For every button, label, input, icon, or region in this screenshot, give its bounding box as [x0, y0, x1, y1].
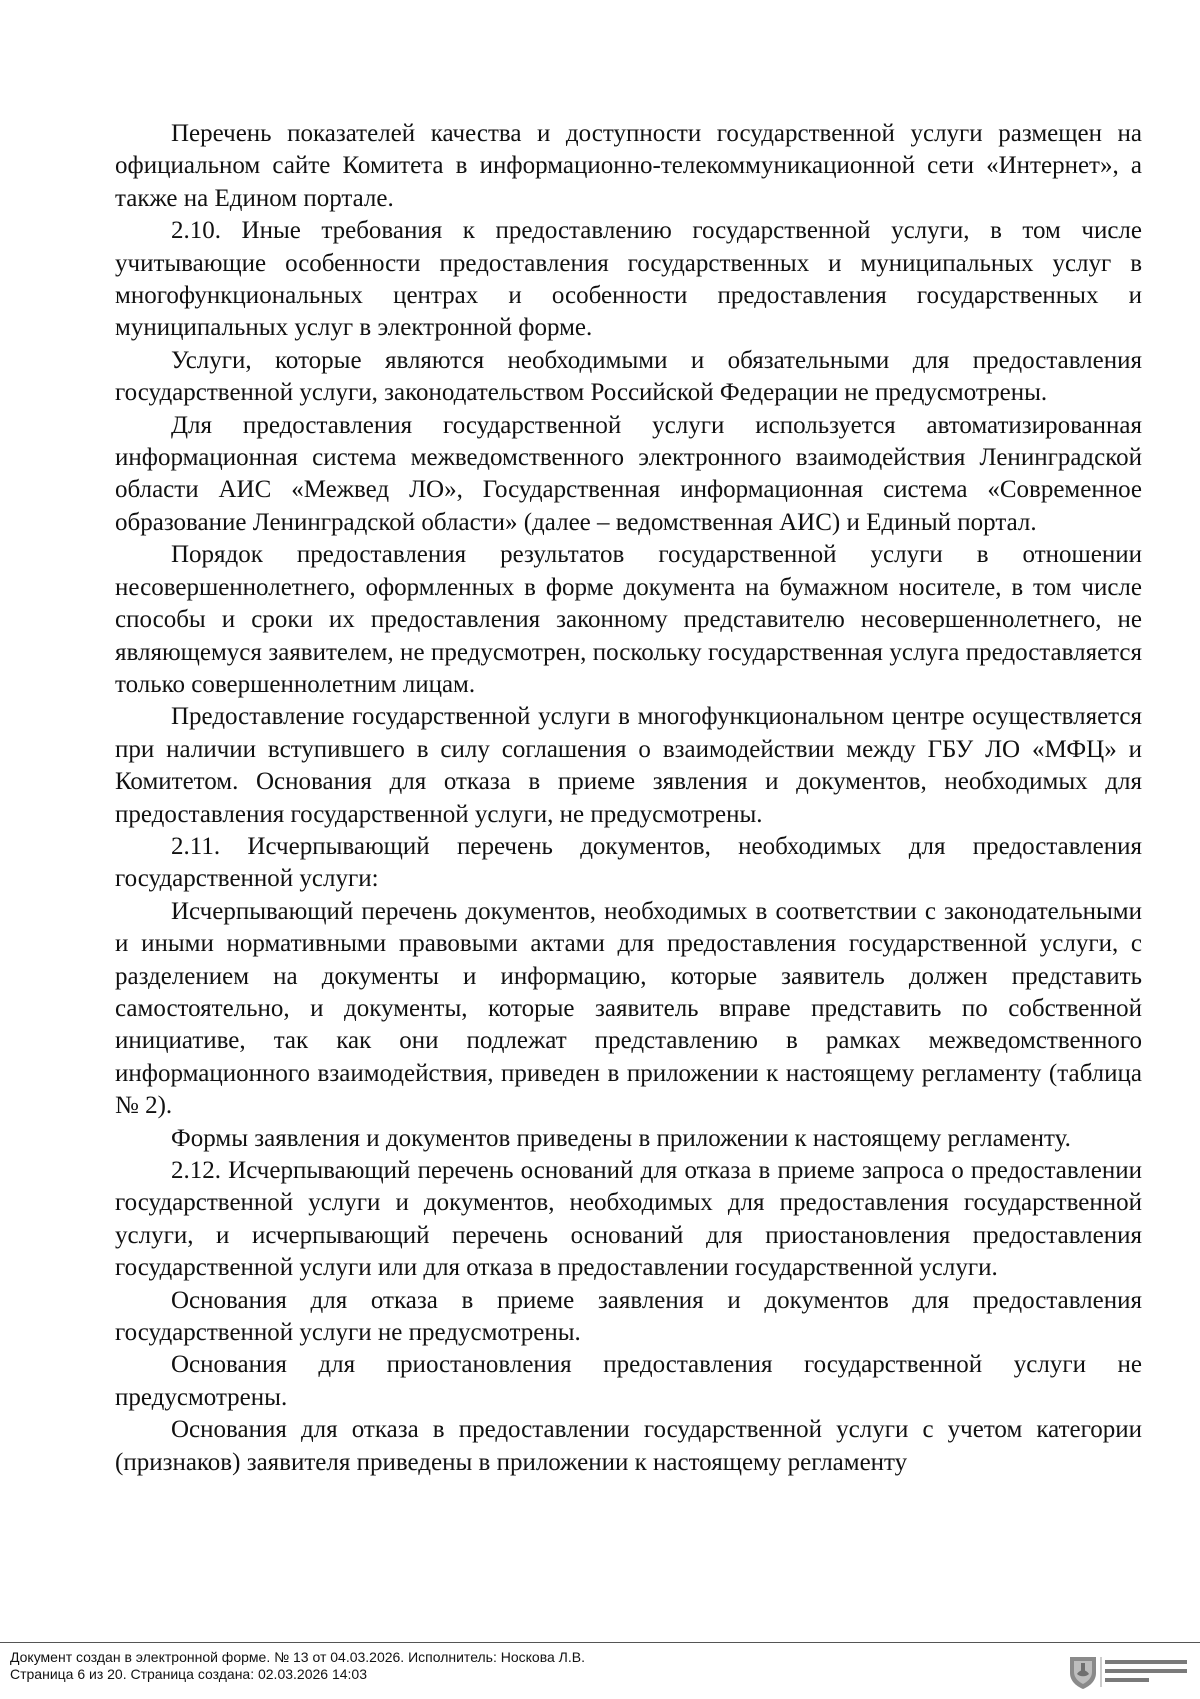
coat-of-arms-icon — [1070, 1657, 1096, 1689]
paragraph: Перечень показателей качества и доступности государственной услуги размещен на официальном сайте Комитета в информационно-телекоммуникационной сети «Интернет», а также на Едином портале. — [115, 120, 1142, 212]
document-body — [115, 118, 1142, 1479]
paragraph: 2.11. Исчерпывающий перечень документов, необходимых для предоставления государственной услуги: — [115, 832, 1142, 893]
government-logo — [1068, 1651, 1192, 1691]
logo-lettering — [1105, 1660, 1187, 1682]
paragraph: Исчерпывающий перечень документов, необходимых в соответствии с законодательными и иными нормативными правовыми актами для предоставления государственной услуги, с разделением на документы и информацию, которые заявитель должен представить самостоятельно, и документы, которые заявитель вправе представить по собственной инициативе, так как они подлежат представлению в рамках межведомственного информационного взаимодействия, приведен в приложении к настоящему регламенту (таблица № 2). — [115, 897, 1142, 1120]
footer-line-page: Страница 6 из 20. Страница создана: 02.03.2026 14:03 — [10, 1666, 367, 1682]
paragraph: Формы заявления и документов приведены в приложении к настоящему регламенту. — [171, 1124, 1071, 1152]
paragraph: Порядок предоставления результатов государственной услуги в отношении несовершеннолетнего, оформленных в форме документа на бумажном носителе, в том числе способы и сроки их предоставления законному представителю несовершеннолетнего, не являющемуся заявителем, не предусмотрен, поскольку государственная услуга предоставляется только совершеннолетним лицам. — [115, 541, 1142, 698]
footer-info — [10, 1649, 585, 1683]
paragraph: Основания для приостановления предоставления государственной услуги не предусмотрены. — [115, 1351, 1142, 1411]
footer-line-document: Документ создан в электронной форме. № 13 от 04.03.2026. Исполнитель: Носкова Л.В. — [10, 1649, 585, 1665]
paragraph: Предоставление государственной услуги в многофункциональном центре осуществляется при наличии вступившего в силу соглашения о взаимодействии между ГБУ ЛО «МФЦ» и Комитетом. Основания для отказа в приеме зявления и документов, необходимых для предоставления государственной услуги, не предусмотрены. — [115, 703, 1142, 828]
paragraph: Основания для отказа в предоставлении государственной услуги с учетом категории (признаков) заявителя приведены в приложении к настоящему регламенту — [115, 1416, 1142, 1476]
paragraph: Для предоставления государственной услуги используется автоматизированная информационная система межведомственного электронного взаимодействия Ленинградской области АИС «Межвед ЛО», Государственная информационная система «Современное образование Ленинградской области» (далее – ведомственная АИС) и Единый портал. — [115, 411, 1142, 536]
document-footer — [0, 1642, 1200, 1699]
paragraph: Основания для отказа в приеме заявления и документов для предоставления государственной услуги не предусмотрены. — [115, 1286, 1142, 1347]
paragraph: Услуги, которые являются необходимыми и обязательными для предоставления государственной услуги, законодательством Российской Федерации не предусмотрены. — [115, 346, 1142, 407]
paragraph: 2.12. Исчерпывающий перечень оснований для отказа в приеме запроса о предоставлении государственной услуги и документов, необходимых для предоставления государственной услуги, и исчерпывающий перечень оснований для приостановления предоставления государственной услуги или для отказа в предоставлении государственной услуги. — [115, 1157, 1142, 1282]
paragraph: 2.10. Иные требования к предоставлению государственной услуги, в том числе учитывающие особенности предоставления государственных и муниципальных услуг в многофункциональных центрах и особенности предоставления государственных и муниципальных услуг в электронной форме. — [115, 217, 1142, 342]
